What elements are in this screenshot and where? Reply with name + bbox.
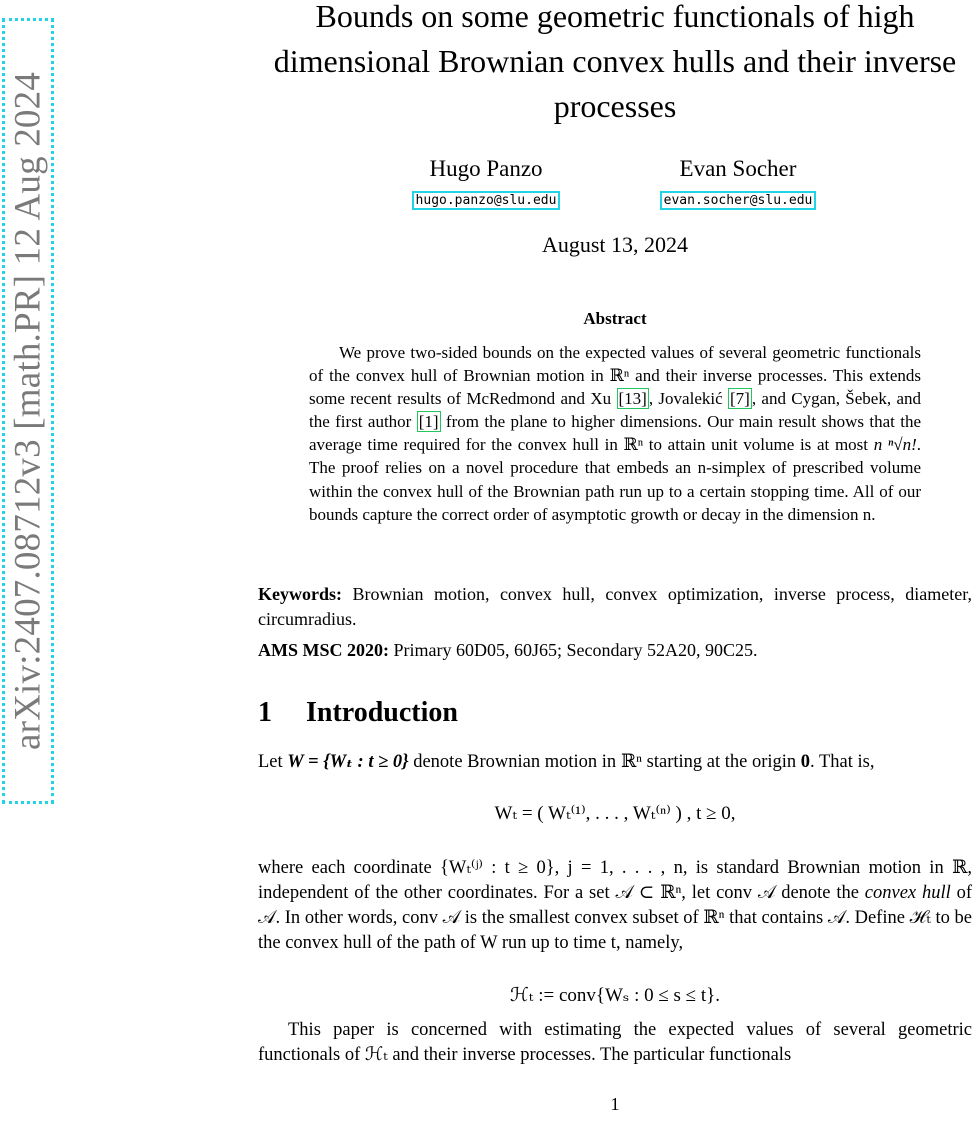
abstract-text: from the plane to higher dimensions. Our main result shows that the average time required for the convex hull in [309,412,921,455]
intro-text: denote Brownian motion in [408,752,621,772]
math-Rn: ℝⁿ [620,752,643,772]
intro-text: Let [258,752,288,772]
section-number: 1 [258,697,272,728]
citation-link-1[interactable]: [1] [418,412,439,432]
intro-paragraph-1 [258,750,972,775]
section-title: Introduction [306,697,458,728]
keywords [258,582,972,632]
abstract-text: . The proof relies on a novel procedure that embeds an n-simplex of prescribed volume within the convex hull of the Brownian path run up to a certain stopping time. All of our bounds capture the correct order of asymptotic growth or decay in the dimension n. [309,435,922,524]
math-origin: 0 [800,752,811,772]
author-name: Hugo Panzo [429,156,543,181]
intro-text: where each coordinate {Wₜ⁽ʲ⁾ : t ≥ 0}, j = 1, . . . , n, is standard Brownian motion in ℝ, independent of the other coordinates. For a set 𝒜 ⊂ ℝⁿ, let conv 𝒜 denote the [258,858,972,903]
abstract-body [309,341,921,526]
abstract-text: to attain unit volume is at most [643,435,874,455]
abstract-text: and their inverse processes. This extends some recent results of McRedmond and Xu [309,366,921,409]
intro-text: of 𝒜. In other words, conv 𝒜 is the smallest convex subset of ℝⁿ that contains 𝒜. Define ℋₜ to be the convex hull of the path of W run up to time t, namely, [258,883,973,953]
arxiv-sidebar-stamp [2,18,54,804]
intro-paragraph-3: This paper is concerned with estimating the expected values of several geometric functionals of ℋₜ and their inverse processes. The particular functionals [258,1020,972,1065]
paper-date: August 13, 2024 [541,232,689,257]
ams-text: Primary 60D05, 60J65; Secondary 52A20, 90C25. [393,640,758,660]
intro-paragraph-2 [258,856,972,956]
abstract-text: , and Cygan, Šebek, and the first author [309,389,921,432]
abstract-text: , Jovalekić [648,389,728,409]
math-Rn: ℝⁿ [609,366,630,386]
section-heading [258,697,458,729]
intro-text: . That is, [810,752,875,772]
abstract-heading: Abstract [583,309,647,328]
abstract-text: We prove two-sided bounds on the expected values of several geometric functionals of the convex hull of Brownian motion in [309,343,921,386]
equation-1: Wₜ = ( Wₜ⁽¹⁾, . . . , Wₜ⁽ⁿ⁾ ) , t ≥ 0, [494,803,736,824]
math-W-definition: W = {Wₜ : t ≥ 0} [287,752,409,772]
citation-link-13[interactable]: [13] [618,389,647,409]
intro-text: starting at the origin [642,752,801,772]
page-number: 1 [610,1094,620,1114]
keywords-label: Keywords: [258,584,342,604]
author-email-link[interactable]: hugo.panzo@slu.edu [412,191,561,210]
author-block-1 [356,154,616,210]
keywords-text: Brownian motion, convex hull, convex optimization, inverse process, diameter, circumradius. [258,584,972,629]
citation-link-7[interactable]: [7] [729,389,750,409]
paper-title: Bounds on some geometric functionals of high dimensional Brownian convex hulls and their inverse processes [273,0,957,124]
equation-2: ℋₜ := conv{Wₛ : 0 ≤ s ≤ t}. [509,985,721,1006]
term-convex-hull: convex hull [864,883,951,903]
math-Rn: ℝⁿ [623,435,644,455]
ams-label: AMS MSC 2020: [258,640,389,660]
ams-classification [258,638,972,663]
author-block-2 [608,154,868,210]
arxiv-identifier[interactable]: arXiv:2407.08712v3 [math.PR] 12 Aug 2024 [7,71,49,751]
author-email-link[interactable]: evan.socher@slu.edu [660,191,817,210]
author-name: Evan Socher [679,156,797,181]
math-bound: n ⁿ√n! [873,435,917,455]
